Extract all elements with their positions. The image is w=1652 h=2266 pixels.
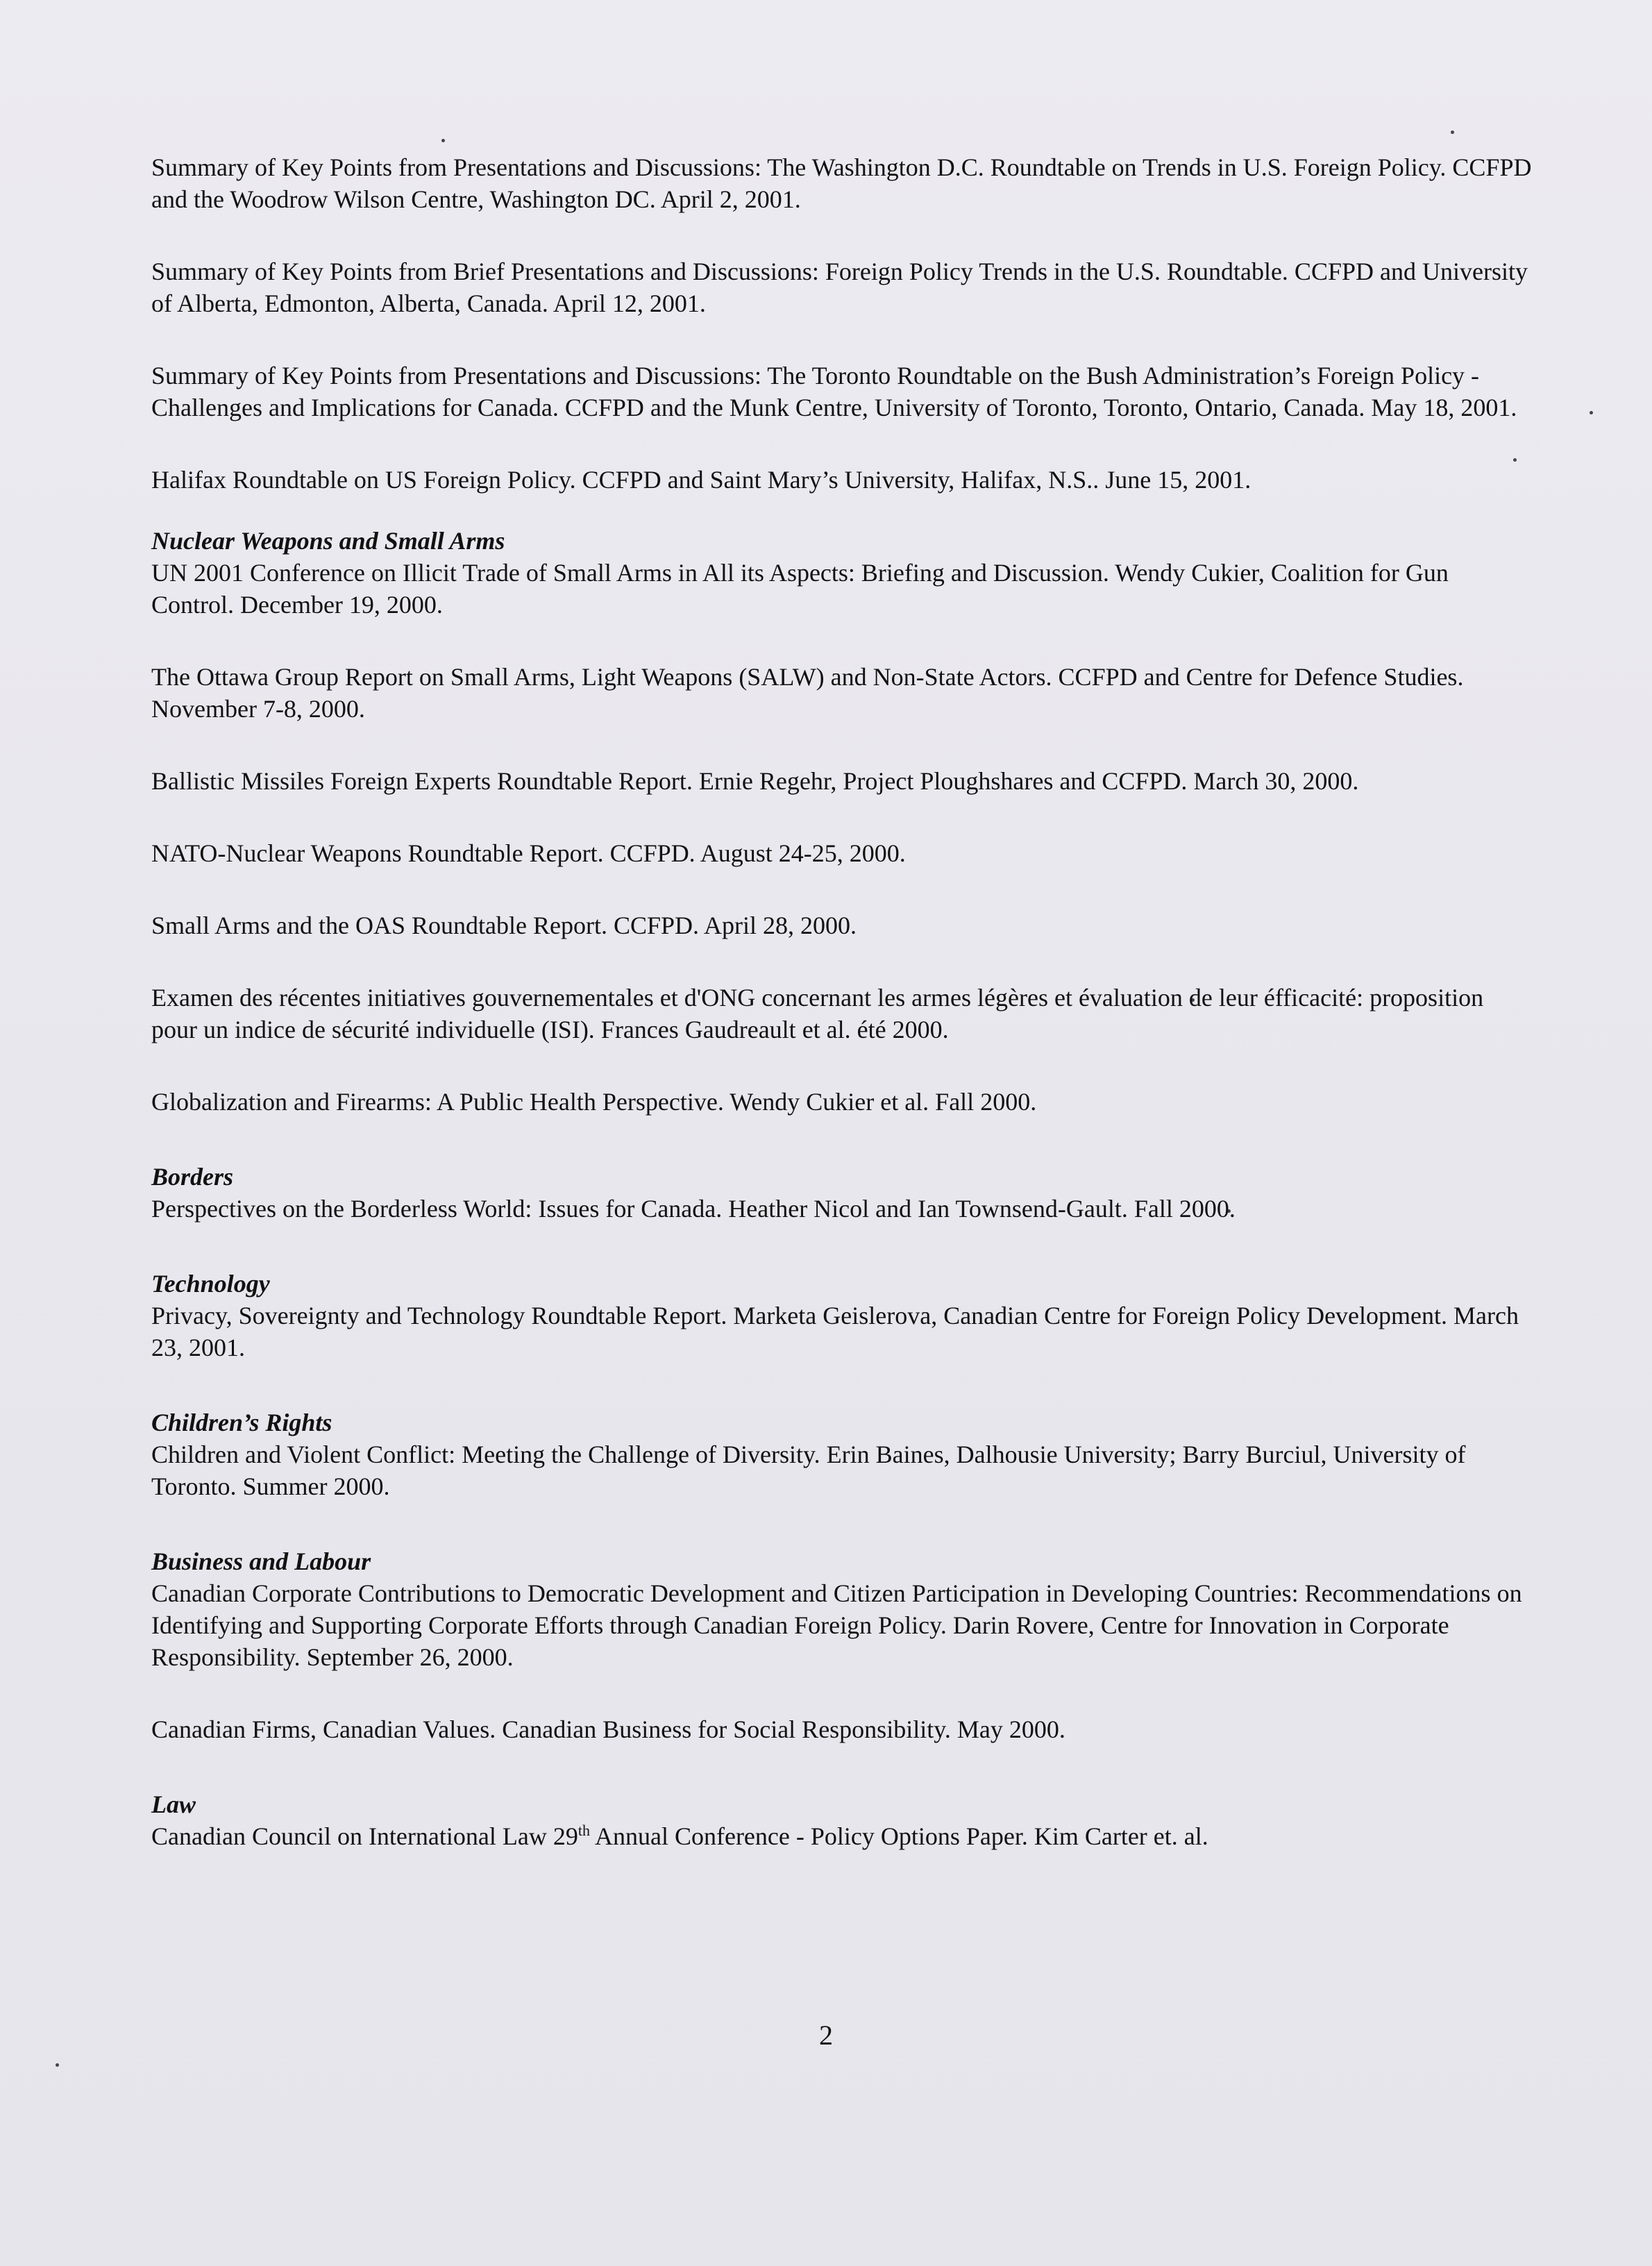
report-entry: Small Arms and the OAS Roundtable Report. CCFPD. April 28, 2000. [151,912,857,939]
section-heading: Technology [151,1270,270,1298]
section-technology [151,1268,1533,1363]
report-entry: NATO-Nuclear Weapons Roundtable Report. CCFPD. August 24-25, 2000. [151,839,906,867]
section-nuclear-weapons [151,525,1533,1118]
report-entry: Children and Violent Conflict: Meeting the Challenge of Diversity. Erin Baines, Dalhousie University; Barry Burciul, University of Toronto. Summer 2000. [151,1441,1466,1500]
section-heading: Borders [151,1163,234,1191]
report-entry: Halifax Roundtable on US Foreign Policy. CCFPD and Saint Mary’s University, Halifax, N.S.. June 15, 2001. [151,466,1251,494]
section-childrens-rights [151,1407,1533,1502]
section-law [151,1788,1533,1852]
report-entry: Ballistic Missiles Foreign Experts Roundtable Report. Ernie Regehr, Project Ploughshares and CCFPD. March 30, 2000. [151,767,1359,795]
report-list [151,151,1533,1895]
section-heading: Nuclear Weapons and Small Arms [151,527,505,555]
page-number: 2 [819,2020,833,2051]
law-entry-text-end: Annual Conference - Policy Options Paper. Kim Carter et. al. [589,1822,1208,1850]
report-entry: Summary of Key Points from Presentations and Discussions: The Toronto Roundtable on the Bush Administration’s Foreign Policy - Challenges and Implications for Canada. CCFPD and the Munk Centre, University of Toronto, Toronto, Ontario, Canada. May 18, 2001. [151,362,1517,421]
scan-speck [56,2063,59,2067]
report-entry: The Ottawa Group Report on Small Arms, Light Weapons (SALW) and Non-State Actors. CCFPD and Centre for Defence Studies. November 7-8, 2000. [151,663,1464,723]
ordinal-suffix: th [578,1822,590,1839]
scan-speck [441,139,445,142]
report-entry: Perspectives on the Borderless World: Issues for Canada. Heather Nicol and Ian Townsend-Gault. Fall 2000. [151,1195,1236,1223]
section-heading: Business and Labour [151,1547,371,1575]
law-entry-text: Canadian Council on International Law 29 [151,1822,578,1850]
section-heading: Children’s Rights [151,1409,332,1436]
report-entry [151,1820,1533,1852]
report-entry: Examen des récentes initiatives gouvernementales et d'ONG concernant les armes légères et évaluation de leur éfficacité: proposition pour un indice de sécurité individuelle (ISI). Frances Gaudreault et al. été 2000. [151,984,1484,1043]
report-entry: Summary of Key Points from Brief Presentations and Discussions: Foreign Policy Trends in the U.S. Roundtable. CCFPD and University of Alberta, Edmonton, Alberta, Canada. April 12, 2001. [151,258,1528,317]
scan-speck [1451,131,1454,134]
report-entry: Canadian Corporate Contributions to Democratic Development and Citizen Participation in Developing Countries: Recommendations on Identifying and Supporting Corporate Efforts through Canadian Foreign Policy. Darin Rovere, Centre for Innovation in Corporate Responsibility. September 26, 2000. [151,1579,1522,1671]
section-business-labour [151,1545,1533,1745]
scan-speck [1590,411,1593,414]
section-heading: Law [151,1790,196,1818]
report-entry: Privacy, Sovereignty and Technology Roundtable Report. Marketa Geislerova, Canadian Centre for Foreign Policy Development. March 23, 2001. [151,1302,1519,1361]
report-entry: UN 2001 Conference on Illicit Trade of Small Arms in All its Aspects: Briefing and Discussion. Wendy Cukier, Coalition for Gun Control. December 19, 2000. [151,559,1449,619]
section-borders [151,1161,1533,1225]
report-entry: Canadian Firms, Canadian Values. Canadian Business for Social Responsibility. May 2000. [151,1715,1065,1743]
report-entry: Globalization and Firearms: A Public Health Perspective. Wendy Cukier et al. Fall 2000. [151,1088,1037,1116]
report-entry: Summary of Key Points from Presentations and Discussions: The Washington D.C. Roundtable on Trends in U.S. Foreign Policy. CCFPD and the Woodrow Wilson Centre, Washington DC. April 2, 2001. [151,153,1532,213]
